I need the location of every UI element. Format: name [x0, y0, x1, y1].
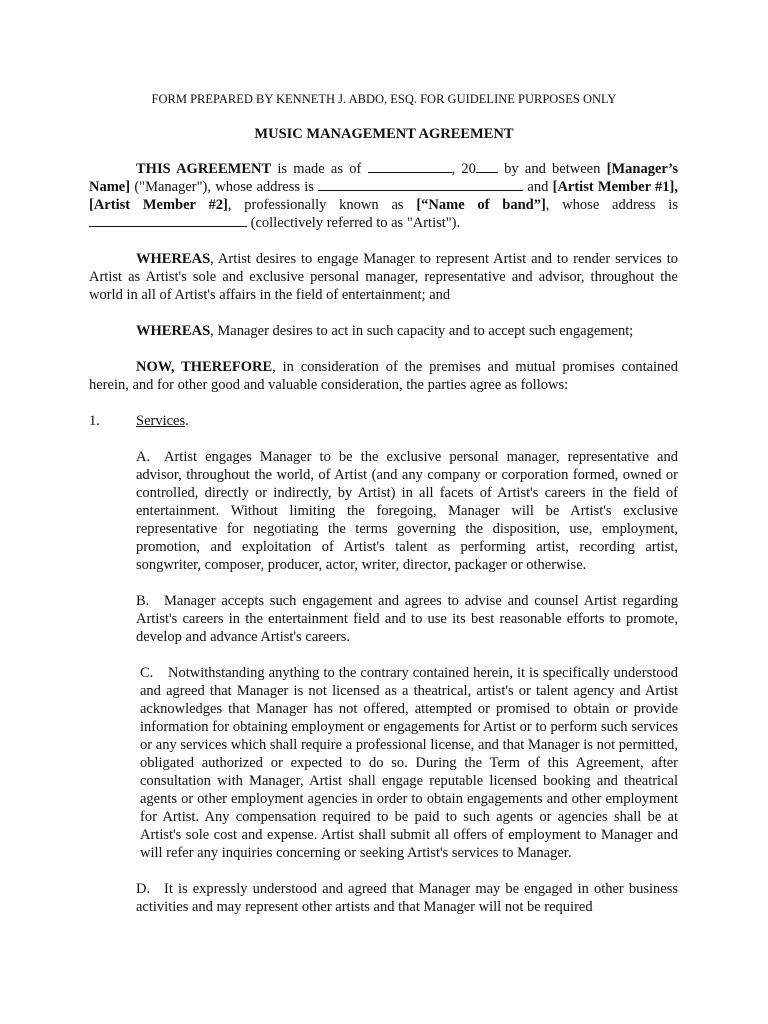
clause-1c: C. Notwithstanding anything to the contrary contained herein, it is specifically understood and agreed that Manager is not licensed as a theatrical, artist's or talent agency and Artist acknowledges that Manager has not offered, attempted or promised to obtain or provide information for obtaining employment or engagements for Artist or to perform such services or any services which shall require a professional license, and that Manager is not permitted, obligated authorized or expected to do so. During the Term of this Agreement, after consultation with Manager, Artist shall engage reputable licensed booking and theatrical agents or other employment agencies in order to obtain engagements and other employment for Artist. Any compensation required to be paid to such agents or agencies shall be at Artist's sole cost and expense. Artist shall submit all offers of employment to Manager and will refer any inquiries concerning or seeking Artist's services to Manager.	[140, 665, 678, 861]
now-therefore-paragraph: NOW, THEREFORE, in consideration of the premises and mutual promises contained herein, and for other good and valuable consideration, the parties agree as follows:	[89, 359, 678, 393]
section-title: Services	[136, 413, 186, 429]
artist-address-blank[interactable]	[89, 214, 247, 227]
clause-1d: D. It is expressly understood and agreed that Manager may be engaged in other business activities and may represent other artists and that Manager will not be required	[136, 881, 678, 915]
manager-name: [Manager’s Name]	[89, 161, 679, 195]
header-note: FORM PREPARED BY KENNETH J. ABDO, ESQ. FOR GUIDELINE PURPOSES ONLY	[151, 92, 617, 106]
band-name: [“Name of band”]	[416, 197, 546, 213]
year-blank[interactable]	[476, 160, 498, 173]
artist-members: [Artist Member #1], [Artist Member #2]	[89, 179, 678, 213]
intro-paragraph: THIS AGREEMENT is made as of , 20 by and between [Manager’s Name] ("Manager"), whose address is and [Artist Member #1], [Artist Member #2], professionally known as [“Name of band”], whose address is (collectively referred to as "Artist").	[89, 161, 679, 231]
whereas-paragraph-1: WHEREAS, Artist desires to engage Manager to represent Artist and to render services to Artist as Artist's sole and exclusive personal manager, representative and advisor, throughout the world in all of Artist's affairs in the field of entertainment; and	[89, 251, 678, 303]
section-1-heading: 1. Services.	[89, 413, 189, 429]
manager-address-blank[interactable]	[318, 178, 523, 191]
date-blank[interactable]	[368, 160, 452, 173]
document-title: MUSIC MANAGEMENT AGREEMENT	[254, 126, 514, 142]
document-body	[89, 160, 678, 916]
intro-lead: THIS AGREEMENT	[136, 161, 272, 177]
section-number: 1.	[89, 413, 100, 429]
clause-1b: B. Manager accepts such engagement and agrees to advise and counsel Artist regarding Artist's careers in the entertainment field and to use its best reasonable efforts to promote, develop and advance Artist's careers.	[136, 593, 678, 645]
whereas-paragraph-2: WHEREAS, Manager desires to act in such capacity and to accept such engagement;	[136, 323, 634, 339]
clause-1a: A. Artist engages Manager to be the exclusive personal manager, representative and advisor, throughout the world, of Artist (and any company or corporation formed, owned or controlled, directly or indirectly, by Artist) in all facets of Artist's careers in the field of entertainment. Without limiting the foregoing, Manager will be Artist's exclusive representative for negotiating the terms governing the disposition, use, employment, promotion, and exploitation of Artist's talent as performing artist, recording artist, songwriter, composer, producer, actor, writer, director, packager or otherwise.	[136, 449, 678, 573]
